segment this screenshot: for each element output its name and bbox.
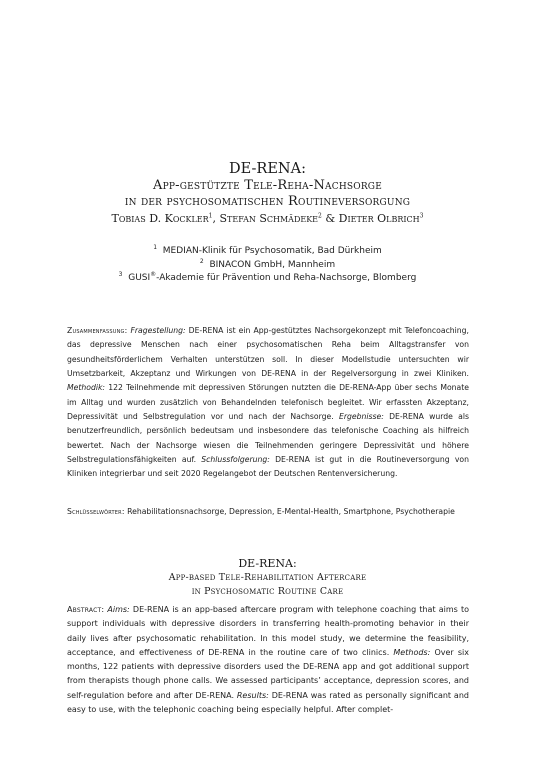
affiliation-sup: 1: [153, 244, 158, 251]
affiliation-sup: 3: [118, 271, 123, 279]
registered-mark: ®: [150, 271, 157, 279]
section-label: Methodik:: [67, 383, 106, 393]
author-sup: 3: [419, 212, 424, 220]
section-label: Aims:: [107, 605, 130, 614]
abstract-label: Abstract:: [67, 605, 105, 614]
title-block-de: [0, 160, 535, 227]
section-label: Fragestellung:: [130, 326, 186, 335]
author-name: Stefan Schmädeke: [219, 212, 319, 225]
title-block-en: [0, 557, 535, 598]
affiliation-item: [0, 259, 535, 273]
english-subtitle-line-1: App-based Tele-Rehabilitation Aftercare: [168, 572, 367, 583]
paper-subtitle-line-1: App-gestützte Tele-Reha-Nachsorge: [153, 178, 382, 193]
section-text: Over six months, 122 patients with depressive disorders used the DE-RENA app and got additional support from therapists though phone calls. We assessed participants’ acceptance, depression scores, and self-regulation before and after DE-RENA.: [67, 647, 469, 700]
affiliation-item: [0, 245, 535, 259]
author-name: Tobias D. Kockler: [111, 212, 209, 225]
affiliation-sup: 2: [199, 257, 204, 265]
abstract-english: [67, 603, 469, 717]
keywords-label: Schlüsselwörter:: [67, 507, 125, 516]
section-text: DE-RENA ist gut in die Routineversorgung von Kliniken integrierbar und seit 2020 Regelangebot der Deutschen Rentenversicherung.: [67, 455, 469, 479]
section-text: DE-RENA ist ein App-gestütztes Nachsorgekonzept mit Telefoncoaching, das depressive Menschen nach einer psychosomatischen Reha beim Alltagstransfer von gesundheitsförderlichem Verhalten unterstützen soll. In dieser Modellstudie untersuchten wir Umsetzbarkeit, Akzeptanz und Wirkungen von DE-RENA in der Regelversorgung in zwei Kliniken.: [67, 326, 469, 379]
affiliation-text: BINACON GmbH, Mannheim: [209, 259, 336, 270]
section-label: Methods:: [393, 647, 431, 657]
author-list: [0, 211, 535, 227]
keywords-text: Rehabilitationsnachsorge, Depression, E-Mental-Health, Smartphone, Psychotherapie: [127, 507, 455, 516]
author-separator: &: [321, 212, 339, 225]
section-text: 122 Teilnehmende mit depressiven Störungen nutzten die DE-RENA-App über sechs Monate im Alltag und wurden zusätzlich von Behandelnden telefonisch begleitet. Wir erfassten Akzeptanz, Depressivität und Selbstregulation vor und nach der Nachsorge.: [67, 383, 469, 422]
section-text: DE-RENA wurde als benutzerfreundlich, persönlich bedeutsam und insbesondere das telefonische Coaching als hilfreich bewertet. Nach der Nachsorge wiesen die Teilnehmenden geringere Depressivität und höhere Selbstregulationsfähigkeiten auf.: [67, 412, 469, 465]
english-title: DE-RENA:: [238, 557, 297, 570]
paper-title: DE-RENA:: [229, 161, 306, 177]
section-text: DE-RENA is an app-based aftercare program with telephone coaching that aims to support individuals with depressive disorders in transferring health-promoting behavior in their daily lives after psychosomatic rehabilitation. In this model study, we determine the feasibility, acceptance, and effectiveness of DE-RENA in the routine care of two clinics.: [67, 605, 470, 657]
author-name: Dieter Olbrich: [338, 212, 420, 225]
keywords-german: [67, 505, 469, 520]
english-subtitle-line-2: in Psychosomatic Routine Care: [191, 585, 344, 597]
abstract-label: Zusammenfassung:: [67, 326, 128, 335]
author-sup: 2: [318, 212, 322, 220]
section-label: Schlussfolgerung:: [201, 455, 270, 465]
author-sup: 1: [208, 212, 213, 220]
affiliation-text: -Akademie für Prävention und Reha-Nachsorge, Blomberg: [156, 273, 417, 284]
paper-subtitle-line-2: in der psychosomatischen Routineversorgung: [124, 194, 411, 209]
affiliation-text: MEDIAN-Klinik für Psychosomatik, Bad Dürkheim: [162, 246, 382, 256]
affiliation-item: [0, 272, 535, 286]
section-text: DE-RENA was rated as personally significant and easy to use, with the telephonic coaching being especially helpful. After complet-: [67, 690, 469, 715]
author-separator: ,: [212, 212, 220, 225]
affiliation-text: GUSI: [128, 273, 151, 284]
affiliations: [0, 245, 535, 286]
section-label: Results:: [236, 690, 269, 700]
abstract-german: [67, 324, 469, 482]
section-label: Ergebnisse:: [338, 412, 384, 422]
